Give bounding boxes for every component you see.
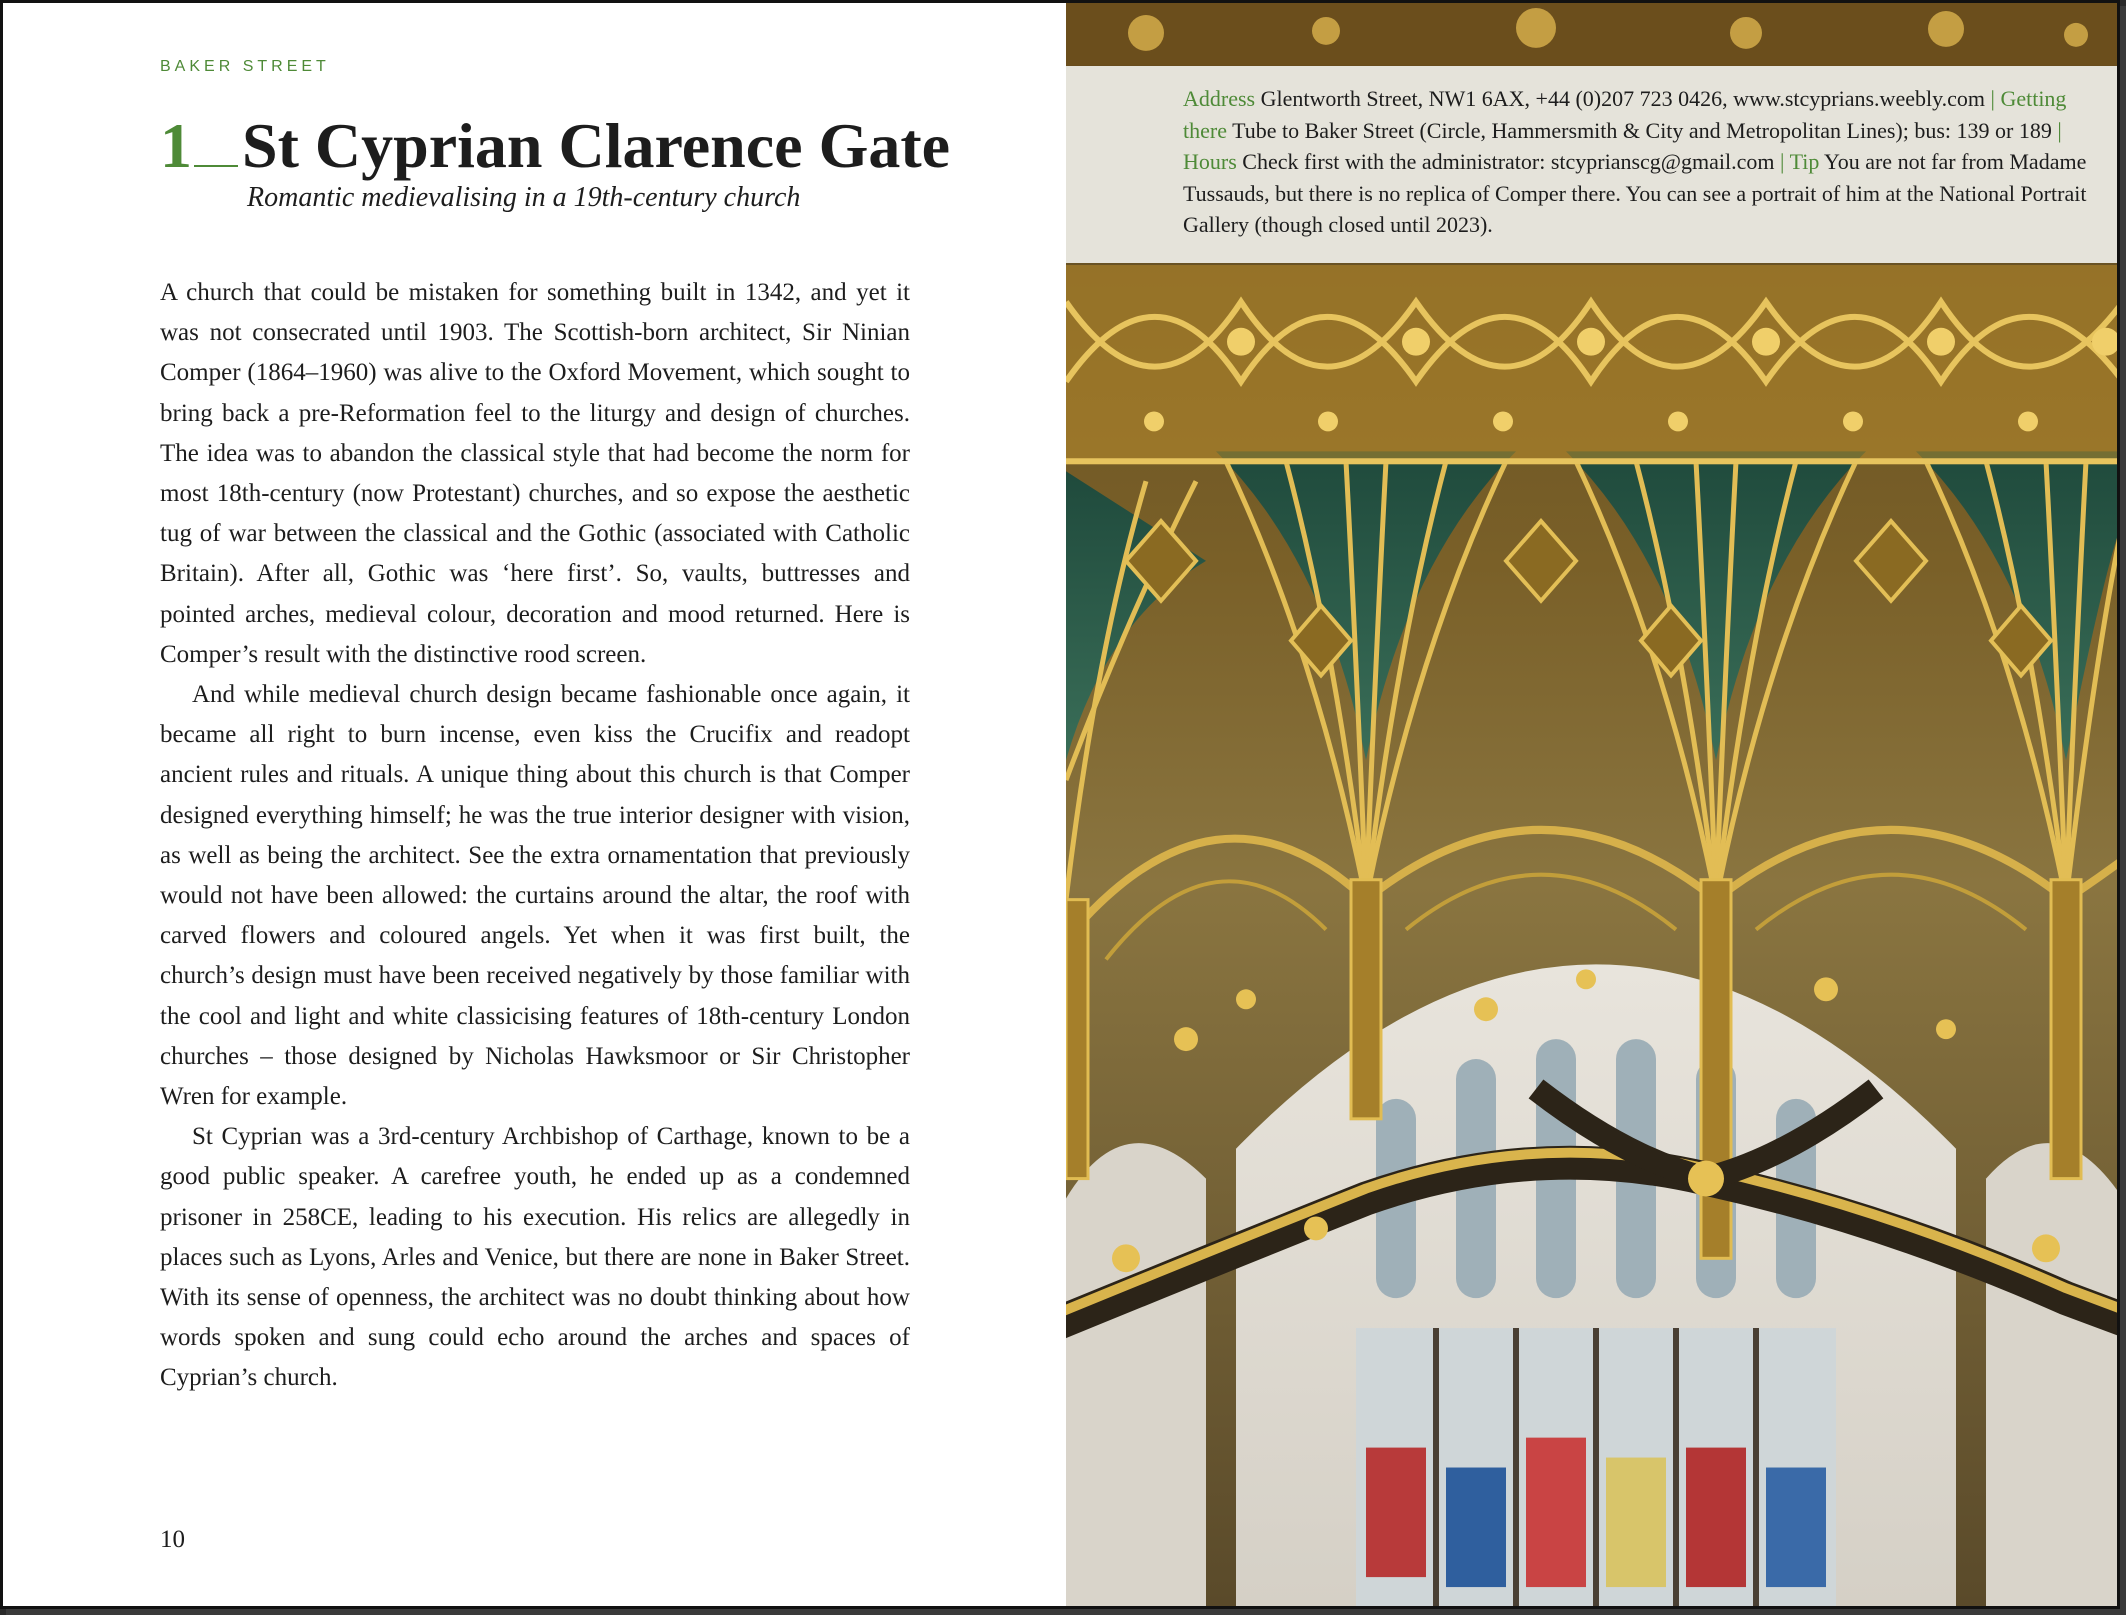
separator: | [1990,86,1995,111]
getting-there-value: Tube to Baker Street (Circle, Hammersmith & City and Metropolitan Lines); bus: 139 or 189 [1232,117,2052,143]
tip-value: You are not far from Madame Tussauds, but there is no replica of Comper there. You can see a portrait of him at the National Portrait Gallery (though closed until 2023). [1183,149,2087,238]
running-head: BAKER STREET [160,58,330,75]
page-number: 10 [160,1526,185,1553]
page-shadow-right [2120,6,2126,1615]
chapter-title [160,111,950,181]
chapter-title-text: St Cyprian Clarence Gate [242,110,951,181]
page-shadow-bottom [6,1609,2126,1615]
separator: | [2057,117,2062,143]
address-label: Address [1183,86,1256,111]
paragraph: St Cyprian was a 3rd-century Archbishop of Carthage, known to be a good public speaker. A carefree youth, he ended up as a condemned prisoner in 258CE, leading to his execution. His relics are allegedly in places such as Lyons, Arles and Venice, but there are none in Baker Street. With its sense of openness, the architect was no doubt thinking about how words spoken and sung could echo around the arches and spaces of Cyprian’s church. [160,1123,910,1392]
chapter-number: 1 [160,110,192,181]
separator: | [1780,149,1785,175]
hours-label: Hours [1183,149,1237,175]
paragraph: A church that could be mistaken for something built in 1342, and yet it was not consecrated until 1903. The Scottish-born architect, Sir Ninian Comper (1864–1960) was alive to the Oxford Movement, which sought to bring back a pre-Reformation feel to the liturgy and design of churches. The idea was to abandon the classical style that had become the norm for most 18th-century (now Protestant) churches, and so expose the aesthetic tug of war between the classical and the Gothic (associated with Catholic Britain). After all, Gothic was ‘here first’. So, vaults, buttresses and pointed arches, medieval colour, decoration and mood returned. Here is Comper’s result with the distinctive rood screen. [160,279,910,668]
left-page [3,3,1066,1606]
chapter-subtitle: Romantic medievalising in a 19th-century church [247,182,801,213]
getting-there-label: Getting there [1183,86,2067,143]
right-page [1066,3,2120,1606]
hours-value: Check first with the administrator: stcyprianscg@gmail.com [1242,149,1775,175]
info-box [1066,66,2120,263]
chapter-rule [194,165,238,167]
paragraph: And while medieval church design became fashionable once again, it became all right to burn incense, even kiss the Crucifix and readopt ancient rules and rituals. A unique thing about this church is that Comper designed everything himself; he was the true interior designer with vision, as well as being the architect. See the extra ornamentation that previously would not have been allowed: the curtains around the altar, the roof with carved flowers and coloured angels. Yet when it was first built, the church’s design must have been received negatively by those familiar with the cool and light and white classicising features of 18th-century London churches – those designed by Nicholas Hawksmoor or Sir Christopher Wren for example. [160,681,910,1111]
tip-label: Tip [1789,149,1820,175]
body-text [160,273,910,1399]
address-value: Glentworth Street, NW1 6AX, +44 (0)207 723 0426, www.stcyprians.weebly.com [1260,86,1986,111]
